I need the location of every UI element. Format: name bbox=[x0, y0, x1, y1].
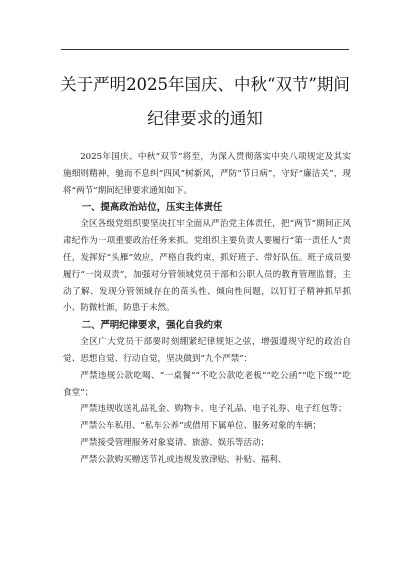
section1-heading: 一、提高政治站位，压实主体责任 bbox=[81, 202, 223, 214]
rule-item-3: 严禁公车私用、“私车公养”或借用下属单位、服务对象的车辆； bbox=[80, 421, 322, 432]
section2-heading: 二、严明纪律要求，强化自我约束 bbox=[81, 320, 223, 332]
rule-item-5: 严禁公款购买赠送节礼或违规发放津贴、补贴、福利、 bbox=[80, 454, 287, 465]
document-title-line2: 纪律要求的通知 bbox=[147, 109, 263, 128]
section2-paragraph: 全区广大党员干部要时刻绷紧纪律规矩之弦，增强遵规守纪的政治自觉、思想自觉、行动自觉，坚决做到“九个严禁”： bbox=[63, 337, 351, 364]
header-rule bbox=[61, 49, 349, 50]
document-body bbox=[63, 149, 351, 469]
rule-item-2: 严禁违规收送礼品礼金、购物卡、电子礼品、电子礼券、电子红包等； bbox=[80, 404, 347, 415]
rule-item-1: 严禁违规公款吃喝、“一桌餐”“不吃公款吃老板”“吃公函”“吃下级”“吃食堂”； bbox=[63, 370, 351, 398]
rule-item-4: 严禁接受管理服务对象宴请、旅游、娱乐等活动； bbox=[80, 437, 270, 448]
document-title-line1: 关于严明2025年国庆、中秋“双节”期间 bbox=[60, 75, 350, 94]
section1-paragraph: 全区各级党组织要坚决扛牢全面从严治党主体责任，把“两节”期间正风肃纪作为一项重要政治任务来抓。党组织主要负责人要履行“第一责任人”责任，发挥好“头雁”效应，严格自我约束，抓好班子、带好队伍。班子成员要履行“一岗双责”，加强对分管领域党员干部和公职人员的教育管理监督，主动了解、发现分管领域存在的苗头性、倾向性问题，以钉钉子精神抓早抓小、防微杜渐，防患于未然。 bbox=[63, 219, 351, 314]
intro-paragraph: 2025年国庆、中秋“双节”将至，为深入贯彻落实中央八项规定及其实施细则精神，驰而不息纠“四风”树新风，严防“节日病”，守好“廉洁关”，现将“两节”期间纪律要求通知如下。 bbox=[63, 152, 351, 196]
